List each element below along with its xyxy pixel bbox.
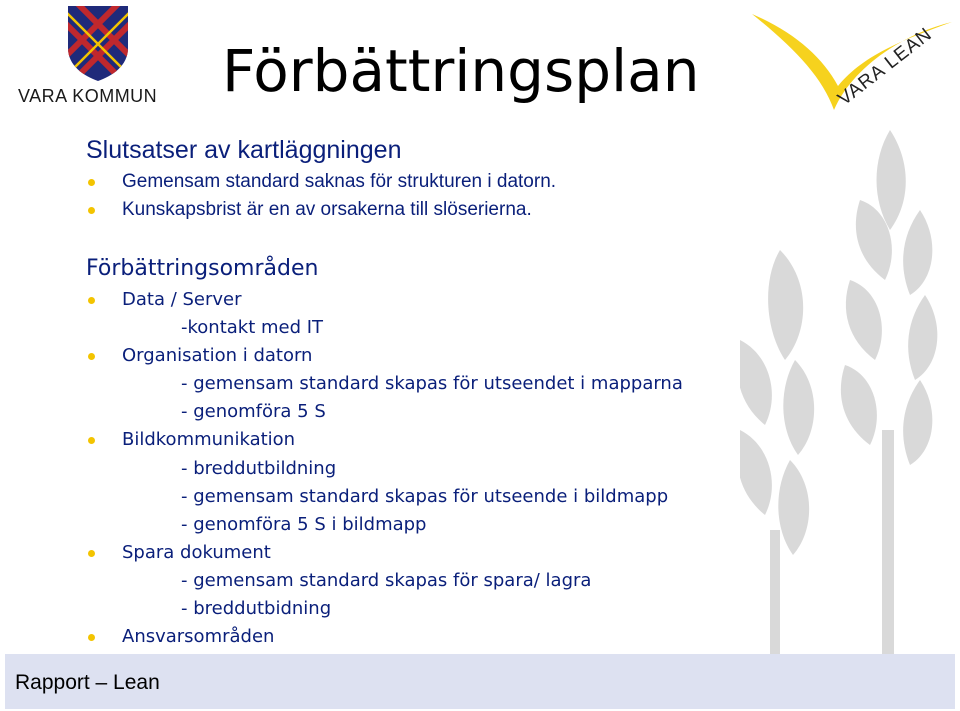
coat-of-arms-icon bbox=[66, 4, 130, 82]
bullet-icon bbox=[88, 207, 95, 214]
sub-item bbox=[86, 314, 683, 342]
sub-item bbox=[86, 370, 683, 398]
footer-text: Rapport – Lean bbox=[15, 671, 160, 694]
sub-item bbox=[86, 398, 683, 426]
bullet-icon bbox=[88, 437, 95, 444]
bullet-icon bbox=[88, 353, 95, 360]
sub-item-text: - breddutbidning bbox=[181, 598, 332, 620]
sub-item bbox=[86, 483, 683, 511]
sub-item bbox=[86, 595, 683, 623]
conclusions-list bbox=[86, 168, 556, 224]
list-item bbox=[86, 426, 683, 454]
sub-item bbox=[86, 455, 683, 483]
page-title: Förbättringsplan bbox=[222, 37, 700, 105]
list-item bbox=[86, 168, 556, 196]
vara-lean-logo bbox=[752, 6, 952, 114]
list-item-text: Data / Server bbox=[122, 289, 242, 310]
list-item-text: Ansvarsområden bbox=[122, 626, 275, 648]
list-item bbox=[86, 196, 556, 224]
improvement-areas-heading: Förbättringsområden bbox=[86, 256, 319, 281]
sub-item-text: - genomföra 5 S i bildmapp bbox=[181, 513, 427, 535]
list-item-text: Organisation i datorn bbox=[122, 345, 313, 367]
sub-item-text: - gemensam standard skapas för utseendet i mapparna bbox=[181, 373, 683, 395]
sub-item-text: -kontakt med IT bbox=[181, 317, 324, 339]
list-item bbox=[86, 623, 683, 651]
sub-item-text: - gemensam standard skapas för spara/ lagra bbox=[181, 569, 592, 591]
logo-text: VARA KOMMUN bbox=[18, 86, 158, 106]
bullet-icon bbox=[88, 634, 95, 641]
improvement-areas-list bbox=[86, 286, 683, 651]
bullet-icon bbox=[88, 297, 95, 304]
footer-bar bbox=[5, 654, 955, 709]
sub-item-text: - gemensam standard skapas för utseende i bildmapp bbox=[181, 485, 669, 507]
sub-item-text: - breddutbildning bbox=[181, 457, 337, 479]
wheat-illustration bbox=[740, 130, 960, 660]
sub-item bbox=[86, 511, 683, 539]
conclusions-heading: Slutsatser av kartläggningen bbox=[86, 136, 402, 164]
list-item bbox=[86, 342, 683, 370]
bullet-icon bbox=[88, 550, 95, 557]
list-item-text: Kunskapsbrist är en av orsakerna till slöserierna. bbox=[122, 199, 532, 220]
list-item-text: Bildkommunikation bbox=[122, 429, 296, 451]
list-item-text: Spara dokument bbox=[122, 541, 271, 563]
list-item-text: Gemensam standard saknas för strukturen i datorn. bbox=[122, 171, 557, 192]
logo-right-text: VARA LEAN bbox=[834, 23, 937, 110]
sub-item-text: - genomföra 5 S bbox=[181, 401, 326, 423]
vara-kommun-logo bbox=[18, 4, 178, 108]
sub-item bbox=[86, 567, 683, 595]
list-item bbox=[86, 286, 683, 314]
list-item bbox=[86, 539, 683, 567]
bullet-icon bbox=[88, 179, 95, 186]
